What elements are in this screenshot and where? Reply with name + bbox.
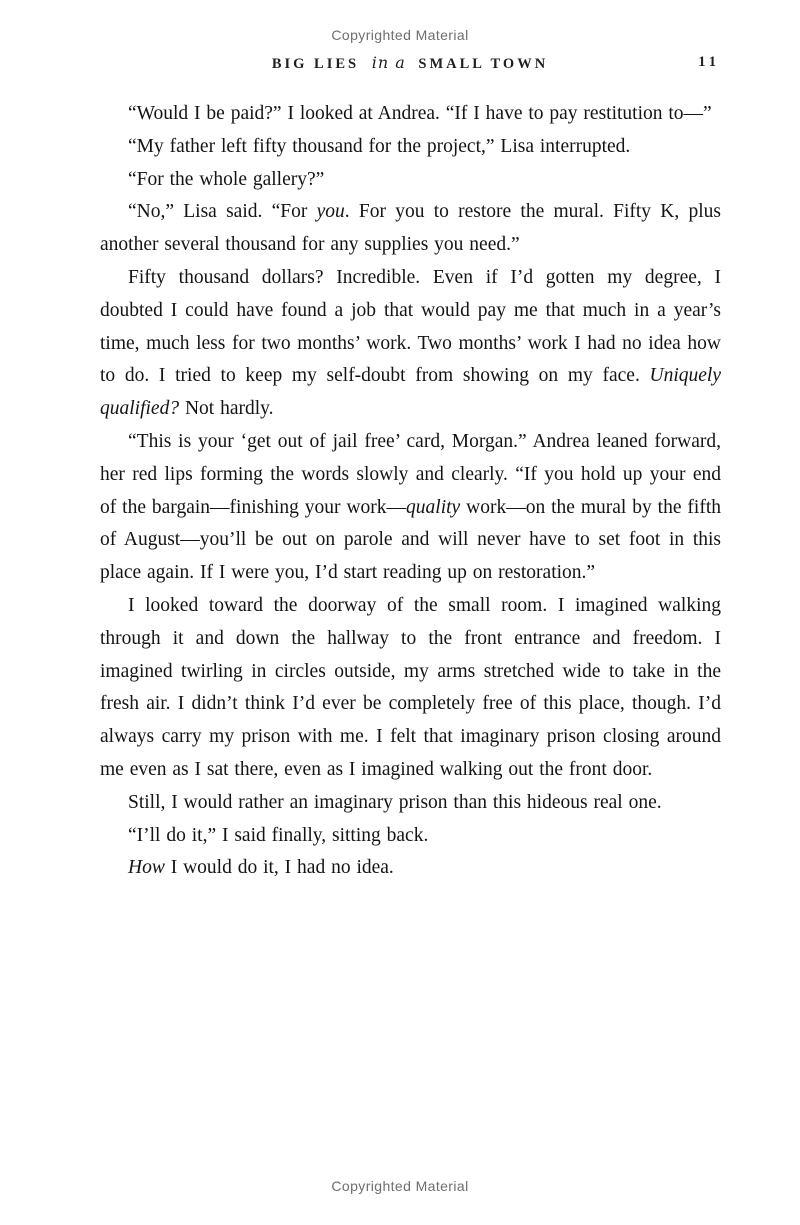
running-header [100, 53, 720, 75]
text-segment: work—on the mural by the fifth of August—you’ll be out on parole and will never have to set foot in this place again. If I were you, I’d start reading up on restoration.” [100, 496, 722, 584]
italic-text: quality [406, 496, 461, 518]
paragraph [100, 787, 721, 820]
text-segment: “I’ll do it,” I said finally, sitting back. [128, 824, 429, 846]
title-left: BIG LIES [271, 56, 360, 72]
text-segment: “No,” Lisa said. “For [128, 201, 317, 223]
book-title [100, 53, 720, 73]
copyright-notice-bottom: Copyrighted Material [331, 1178, 469, 1194]
text-segment: “Would I be paid?” I looked at Andrea. “If I have to pay restitution to—” [128, 103, 712, 124]
paragraph [100, 131, 721, 164]
title-script: in a [371, 53, 406, 72]
italic-text: Uniquely qualified? [100, 365, 721, 420]
paragraph [100, 262, 721, 426]
text-segment: “This is your ‘get out of jail free’ card, Morgan.” Andrea leaned forward, her red lips forming the words slowly and clearly. “If you hold up your end of the bargain—finishing your work— [100, 430, 721, 518]
paragraph [100, 852, 721, 885]
paragraph [100, 426, 721, 590]
page-number: 11 [698, 54, 720, 70]
paragraph [100, 820, 721, 853]
body-text [100, 98, 721, 885]
text-segment: Fifty thousand dollars? Incredible. Even if I’d gotten my degree, I doubted I could have found a job that would pay me that much in a year’s time, much less for two months’ work. Two months’ work I had no idea how to do. I tried to keep my self-doubt from showing on my face. [100, 266, 721, 387]
text-segment: Not hardly. [179, 398, 274, 420]
paragraph [100, 98, 721, 131]
paragraph [100, 196, 721, 262]
text-segment: “My father left fifty thousand for the project,” Lisa interrupted. [128, 135, 631, 157]
text-segment: Still, I would rather an imaginary prison than this hideous real one. [128, 791, 662, 813]
italic-text: How [128, 857, 165, 879]
text-segment: . For you to restore the mural. Fifty K, plus another several thousand for any supplies you need.” [100, 201, 721, 256]
text-segment: I looked toward the doorway of the small room. I imagined walking through it and down the hallway to the front entrance and freedom. I imagined twirling in circles outside, my arms stretched wide to take in the fresh air. I didn’t think I’d ever be completely free of this place, though. I’d always carry my prison with me. I felt that imaginary prison closing around me even as I sat there, even as I imagined walking out the front door. [100, 594, 721, 780]
italic-text: you [316, 201, 345, 223]
copyright-notice-top: Copyrighted Material [331, 27, 469, 43]
paragraph [100, 590, 721, 787]
title-right: SMALL TOWN [418, 56, 549, 72]
paragraph [100, 164, 721, 197]
text-segment: I would do it, I had no idea. [164, 857, 394, 879]
text-segment: “For the whole gallery?” [128, 168, 325, 190]
